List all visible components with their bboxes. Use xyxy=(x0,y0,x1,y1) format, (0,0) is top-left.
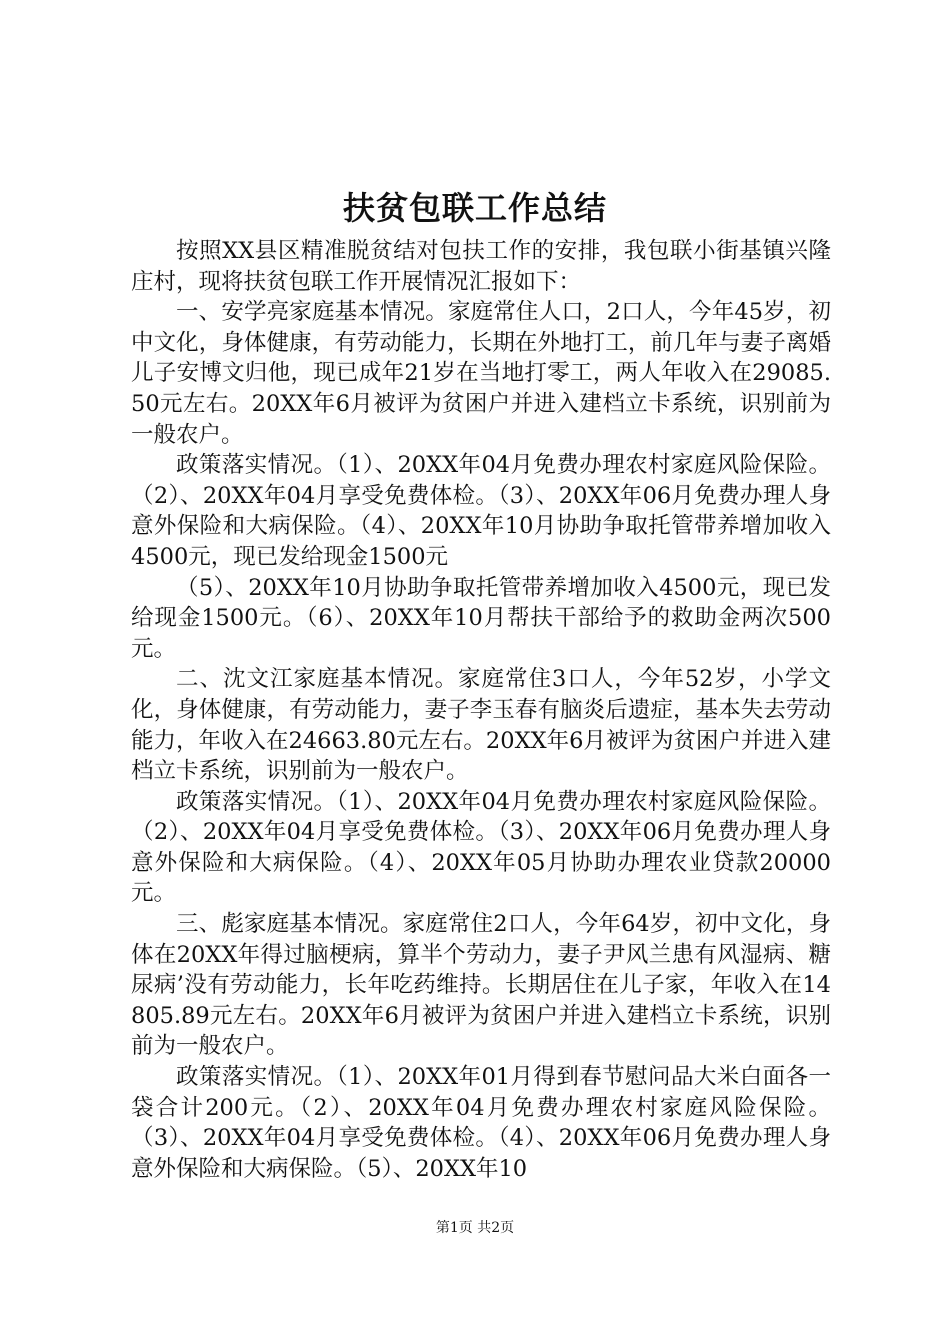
paragraph-policy-3: 政策落实情况。（1）、20XX年01月得到春节慰问品大米白面各一袋合计200元。（2）、20XX年04月免费办理农村家庭风险保险。（3）、20XX年04月享受免费体检。（4）、20XX年06月免费办理人身意外保险和大病保险。（5）、20XX年10 xyxy=(131,1064,831,1182)
paragraph-household-2: 二、沈文江家庭基本情况。家庭常住3口人，今年52岁，小学文化，身体健康，有劳动能力，妻子李玉春有脑炎后遗症，基本失去劳动能力，年收入在24663.80元左右。20XX年6月被评为贫困户并进入建档立卡系统，识别前为一般农户。 xyxy=(131,666,831,785)
document-body xyxy=(131,236,831,1184)
page-number-footer: 第1页 共2页 xyxy=(435,1220,515,1236)
paragraph-household-3: 三、彪家庭基本情况。家庭常住2口人，今年64岁，初中文化，身体在20XX年得过脑梗病，算半个劳动力，妻子尹风兰患有风湿病、糖尿病’没有劳动能力，长年吃药维持。长期居住在儿子家，年收入在14805.89元左右。20XX年6月被评为贫困户并进入建档立卡系统，识别前为一般农户。 xyxy=(131,911,831,1060)
paragraph-policy-1-continued: （5）、20XX年10月协助争取托管带养增加收入4500元，现已发给现金1500元。（6）、20XX年10月帮扶干部给予的救助金两次500元。 xyxy=(131,574,831,662)
paragraph-intro: 按照XX县区精准脱贫结对包扶工作的安排，我包联小街基镇兴隆庄村，现将扶贫包联工作开展情况汇报如下： xyxy=(131,238,831,295)
document-title: 扶贫包联工作总结 xyxy=(342,189,607,227)
paragraph-household-1: 一、安学亮家庭基本情况。家庭常住人口，2口人，今年45岁，初中文化，身体健康，有劳动能力，长期在外地打工，前几年与妻子离婚儿子安博文归他，现已成年21岁在当地打零工，两人年收入在29085.50元左右。20XX年6月被评为贫困户并进入建档立卡系统，识别前为一般农户。 xyxy=(131,299,831,448)
paragraph-policy-2: 政策落实情况。（1）、20XX年04月免费办理农村家庭风险保险。（2）、20XX年04月享受免费体检。（3）、20XX年06月免费办理人身意外保险和大病保险。（4）、20XX年05月协助办理农业贷款20000元。 xyxy=(131,788,831,907)
paragraph-policy-1: 政策落实情况。（1）、20XX年04月免费办理农村家庭风险保险。（2）、20XX年04月享受免费体检。（3）、20XX年06月免费办理人身意外保险和大病保险。（4）、20XX年10月协助争取托管带养增加收入4500元，现已发给现金1500元 xyxy=(131,452,831,570)
